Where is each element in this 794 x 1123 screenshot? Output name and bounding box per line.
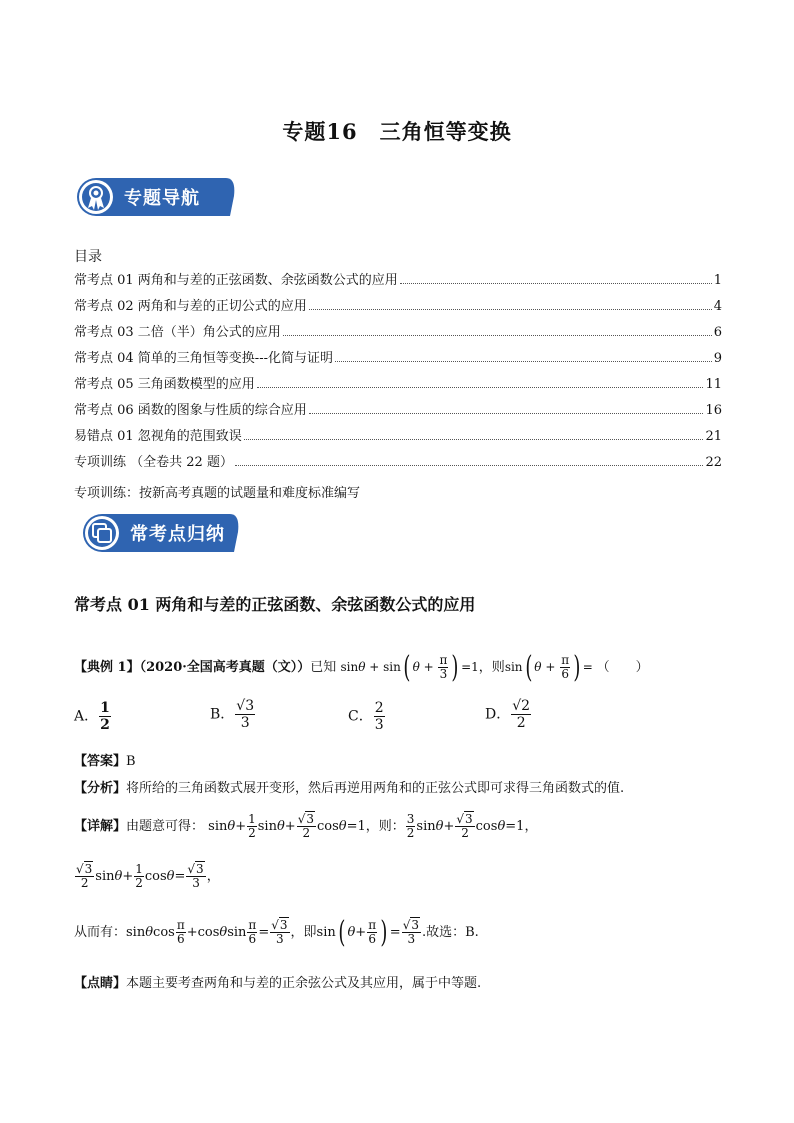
toc-item[interactable] xyxy=(74,270,722,288)
detail-text: 由题意可得： xyxy=(126,819,205,834)
toc-item-page: 22 xyxy=(705,455,722,470)
banner-label: 专题导航 xyxy=(124,188,200,209)
option-label: B． xyxy=(210,706,235,723)
toc-item-page: 1 xyxy=(713,273,722,288)
stem-end: （ ） xyxy=(596,660,649,675)
example-tag: 【典例 1】 xyxy=(74,660,140,675)
toc-item[interactable] xyxy=(74,296,722,314)
comment-tag: 【点睛】 xyxy=(74,976,127,991)
toc-item-text: 常考点 01 两角和与差的正弦函数、余弦函数公式的应用 xyxy=(74,273,398,288)
toc-item-page: 21 xyxy=(705,429,722,444)
example-stem xyxy=(74,649,649,685)
stem-pre: 已知 xyxy=(310,660,337,675)
option-d[interactable] xyxy=(485,698,532,731)
toc-item-text: 易错点 01 忽视角的范围致误 xyxy=(74,429,242,444)
toc-item-page: 11 xyxy=(705,377,722,392)
toc-item[interactable] xyxy=(74,452,722,470)
answer-line xyxy=(74,750,136,769)
detail-text: ， xyxy=(524,819,538,834)
toc-item[interactable] xyxy=(74,400,722,418)
example-source: （2020·全国高考真题（文）） xyxy=(139,660,311,675)
answer-value: B xyxy=(126,754,136,769)
option-label: A． xyxy=(74,708,99,725)
toc-note: 专项训练：按新高考真题的试题量和难度标准编写 xyxy=(74,486,361,501)
conclusion-text: .故选：B. xyxy=(422,925,479,940)
option-label: D． xyxy=(485,706,511,723)
answer-tag: 【答案】 xyxy=(74,754,127,769)
toc-item-text: 专项训练 （全卷共 22 题） xyxy=(74,455,233,470)
toc-item[interactable] xyxy=(74,426,722,444)
toc-item[interactable] xyxy=(74,322,722,340)
detail-text: ， xyxy=(206,869,220,884)
section-title: 常考点 01 两角和与差的正弦函数、余弦函数公式的应用 xyxy=(74,595,476,614)
toc-leader xyxy=(400,283,712,284)
toc-item-text: 常考点 06 函数的图象与性质的综合应用 xyxy=(74,403,307,418)
analysis-line xyxy=(74,777,624,796)
option-value: $\frac{√3}{3}$ xyxy=(236,698,255,731)
toc-leader xyxy=(235,465,704,466)
award-icon xyxy=(76,177,116,217)
option-value: $\frac{1}{2}$ xyxy=(100,700,110,733)
page-title: 专题16 三角恒等变换 xyxy=(282,119,512,144)
toc-item-page: 16 xyxy=(705,403,722,418)
banner-label: 常考点归纳 xyxy=(130,524,225,545)
option-c[interactable] xyxy=(348,700,386,733)
toc-leader xyxy=(309,309,712,310)
conclusion-line xyxy=(74,916,479,950)
option-b[interactable] xyxy=(210,698,256,731)
toc-item-page: 9 xyxy=(713,351,722,366)
toc-leader xyxy=(257,387,704,388)
formula-conclusion: sinθcos $\frac{\pi}{6}$ +cosθsin $\frac{\pi}{6}$ = $\frac{√3}{3}$ xyxy=(126,918,288,946)
detail-line-1 xyxy=(74,810,537,844)
conclusion-text: 从而有： xyxy=(74,925,127,940)
formula-combine: $\frac{3}{2}$ sinθ+ $\frac{√3}{2}$ cosθ=1 xyxy=(406,812,525,840)
toc-item-text: 常考点 04 简单的三角恒等变换---化简与证明 xyxy=(74,351,333,366)
detail-tag: 【详解】 xyxy=(74,819,127,834)
option-a[interactable] xyxy=(74,700,112,733)
option-value: $\frac{√2}{2}$ xyxy=(512,698,531,731)
toc-heading: 目录 xyxy=(74,249,102,265)
analysis-text: 将所给的三角函数式展开变形，然后再逆用两角和的正弦公式即可求得三角函数式的值. xyxy=(126,781,625,796)
option-value: $\frac{2}{3}$ xyxy=(374,700,384,733)
toc-item-page: 4 xyxy=(713,299,722,314)
copy-icon xyxy=(82,513,122,553)
toc-item-page: 6 xyxy=(713,325,722,340)
stem-mid: ，则 xyxy=(478,660,505,675)
toc-leader xyxy=(283,335,712,336)
conclusion-text: ，即 xyxy=(290,925,317,940)
formula-ask: sin( θ + $\frac{\pi}{6}$ ) = xyxy=(504,649,597,685)
analysis-tag: 【分析】 xyxy=(74,781,127,796)
banner-topic-nav xyxy=(76,176,236,216)
toc-item[interactable] xyxy=(74,374,722,392)
formula-given: sinθ + sin( θ + $\frac{\pi}{3}$ ) =1 xyxy=(340,649,479,685)
comment-text: 本题主要考查两角和与差的正余弦公式及其应用，属于中等题. xyxy=(126,976,482,991)
toc-item-text: 常考点 03 二倍（半）角公式的应用 xyxy=(74,325,281,340)
formula-normalized: $\frac{√3}{2}$ sinθ+ $\frac{1}{2}$ cosθ= $\frac{√3}{3}$ xyxy=(76,862,204,890)
toc-leader xyxy=(335,361,712,362)
option-label: C． xyxy=(348,708,373,725)
formula-result: sin( θ+ $\frac{\pi}{6}$ ) = $\frac{√3}{3}$ xyxy=(316,914,419,950)
detail-text: ，则： xyxy=(365,819,405,834)
comment-line xyxy=(74,972,481,991)
toc-item-text: 常考点 05 三角函数模型的应用 xyxy=(74,377,255,392)
detail-line-2 xyxy=(74,860,220,894)
banner-key-points xyxy=(82,512,240,552)
toc-leader xyxy=(309,413,704,414)
toc-item[interactable] xyxy=(74,348,722,366)
formula-expand: sinθ+ $\frac{1}{2}$ sinθ+ $\frac{√3}{2}$ cosθ=1 xyxy=(208,812,366,840)
toc-leader xyxy=(244,439,704,440)
toc-item-text: 常考点 02 两角和与差的正切公式的应用 xyxy=(74,299,307,314)
